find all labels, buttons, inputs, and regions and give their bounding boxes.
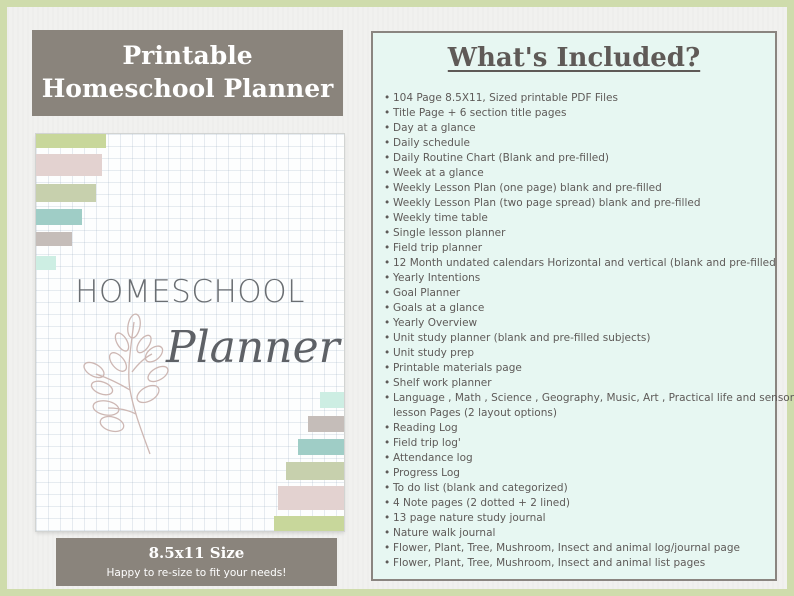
list-item: • Yearly Intentions bbox=[393, 271, 771, 286]
product-title-line1: Printable bbox=[122, 41, 253, 70]
list-item: • Language , Math , Science , Geography, Music, Art , Practical life and sensor bbox=[393, 391, 771, 406]
list-item: • Flower, Plant, Tree, Mushroom, Insect and animal log/journal page bbox=[393, 541, 771, 556]
list-item: • Unit study planner (blank and pre-filled subjects) bbox=[393, 331, 771, 346]
cover-stripe bbox=[298, 439, 344, 455]
product-title-box bbox=[32, 30, 343, 116]
size-info-box bbox=[56, 538, 337, 586]
list-item: • 12 Month undated calendars Horizontal and vertical (blank and pre-filled bbox=[393, 256, 771, 271]
list-item: • Title Page + 6 section title pages bbox=[393, 106, 771, 121]
list-item: • Printable materials page bbox=[393, 361, 771, 376]
list-item: • 104 Page 8.5X11, Sized printable PDF Files bbox=[393, 91, 771, 106]
cover-stripe bbox=[36, 256, 56, 270]
list-item: • Daily Routine Chart (Blank and pre-filled) bbox=[393, 151, 771, 166]
list-item: • Yearly Overview bbox=[393, 316, 771, 331]
list-item: • Field trip log' bbox=[393, 436, 771, 451]
list-item: • Weekly time table bbox=[393, 211, 771, 226]
list-item: • Nature walk journal bbox=[393, 526, 771, 541]
list-item: • Daily schedule bbox=[393, 136, 771, 151]
list-item: • Week at a glance bbox=[393, 166, 771, 181]
cover-stripe bbox=[36, 134, 106, 148]
list-item: • Weekly Lesson Plan (one page) blank and pre-filled bbox=[393, 181, 771, 196]
planner-cover-preview bbox=[36, 134, 344, 531]
included-items-list bbox=[383, 91, 794, 571]
cover-script-title: Planner bbox=[166, 322, 340, 373]
cover-stripe bbox=[274, 516, 344, 531]
list-item: • 4 Note pages (2 dotted + 2 lined) bbox=[393, 496, 771, 511]
whats-included-title: What's Included? bbox=[447, 43, 701, 73]
cover-stripe bbox=[320, 392, 344, 408]
list-item: • Unit study prep bbox=[393, 346, 771, 361]
list-item: • Weekly Lesson Plan (two page spread) blank and pre-filled bbox=[393, 196, 771, 211]
product-title-line2: Homeschool Planner bbox=[41, 74, 334, 103]
list-item: • Day at a glance bbox=[393, 121, 771, 136]
list-item-continuation: lesson Pages (2 layout options) bbox=[393, 407, 557, 419]
leaf-branch-icon bbox=[72, 312, 172, 457]
list-item: • Goal Planner bbox=[393, 286, 771, 301]
list-item: • Shelf work planner bbox=[393, 376, 771, 391]
size-title: 8.5x11 Size bbox=[148, 544, 245, 562]
list-item: • 13 page nature study journal bbox=[393, 511, 771, 526]
list-item: • Single lesson planner bbox=[393, 226, 771, 241]
cover-stripe bbox=[36, 232, 72, 246]
list-item: • Flower, Plant, Tree, Mushroom, Insect and animal list pages bbox=[393, 556, 771, 571]
size-subtitle: Happy to re-size to fit your needs! bbox=[106, 567, 287, 579]
cover-stripe bbox=[36, 209, 82, 225]
cover-stripe bbox=[36, 184, 96, 202]
cover-stripe bbox=[36, 154, 102, 176]
list-item: • Attendance log bbox=[393, 451, 771, 466]
list-item: • Field trip planner bbox=[393, 241, 771, 256]
cover-stripe bbox=[278, 486, 344, 510]
whats-included-panel bbox=[371, 31, 794, 581]
list-item: • Reading Log bbox=[393, 421, 771, 436]
cover-stripe bbox=[308, 416, 344, 432]
cover-stripe bbox=[286, 462, 344, 480]
list-item: • Goals at a glance bbox=[393, 301, 771, 316]
list-item: • To do list (blank and categorized) bbox=[393, 481, 771, 496]
list-item: • Progress Log bbox=[393, 466, 771, 481]
background-canvas bbox=[7, 7, 794, 589]
cover-title: HOMESCHOOL bbox=[75, 274, 305, 310]
